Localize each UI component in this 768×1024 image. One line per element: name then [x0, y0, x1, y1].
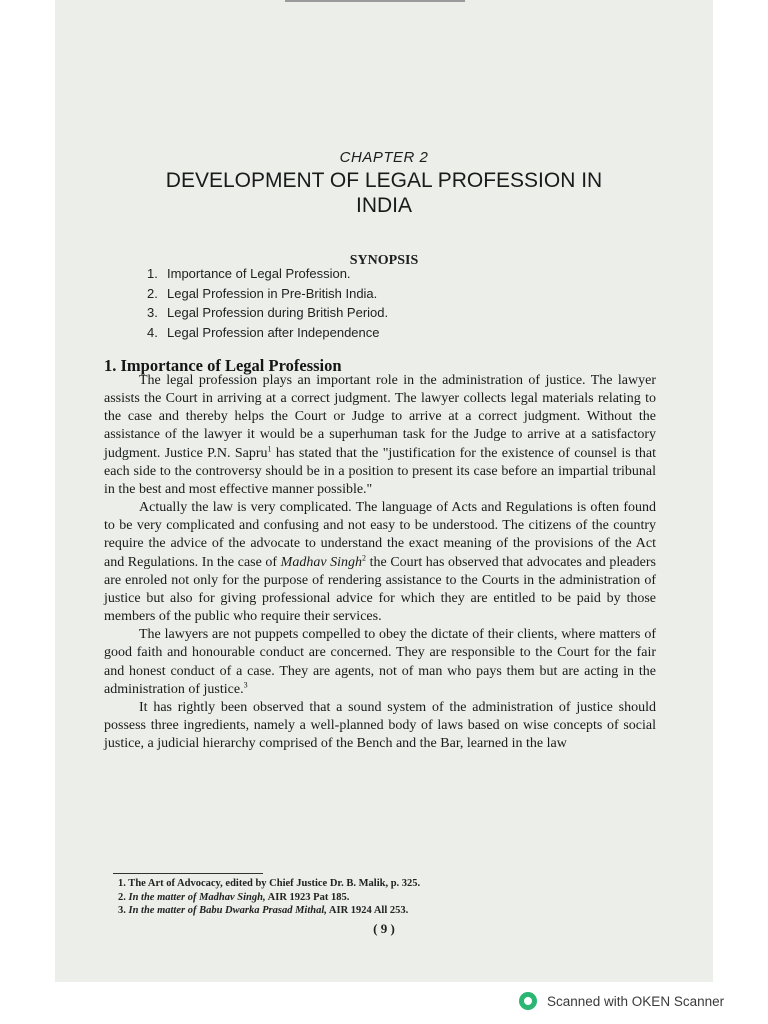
paragraph-3-text: The lawyers are not puppets compelled to obey the dictate of their clients, where matters of good faith and honourable conduct are concerned. They are responsible to the Court for the fair and honest conduct of a case. They are agents, not of man who pays them but are acting in the administration of justice.: [104, 627, 656, 697]
footnote-2-suffix: AIR 1923 Pat 185.: [265, 891, 350, 903]
oken-scanner-logo-icon: [519, 992, 537, 1010]
footnote-3-text: 3.: [118, 905, 129, 916]
synopsis-item-text: Legal Profession during British Period.: [167, 305, 389, 320]
footnote-divider: [113, 873, 263, 874]
footnote-1: [118, 877, 420, 891]
synopsis-item-number: 2.: [147, 285, 158, 301]
paragraph-2: [104, 499, 656, 626]
synopsis-item: [147, 323, 388, 343]
scanner-label: Scanned with OKEN Scanner: [547, 993, 725, 1009]
case-name: Madhav Singh: [280, 554, 363, 570]
paragraph-1-rest: has stated that the "justification for the existence of counsel is that each side to the controversy should be in a position to present its case before an impartial tribunal in the best and most effective manner possible.": [104, 445, 656, 497]
footnote-2-italic: In the matter of Madhav Singh,: [128, 891, 266, 903]
footnote-ref-1: 1: [267, 443, 272, 453]
footnotes: [118, 877, 420, 918]
top-edge-line: [285, 0, 465, 2]
synopsis-list: [147, 264, 388, 342]
footnote-2: [118, 891, 420, 905]
paragraph-2-text-a: Actually the law is very complicated. The language of Acts and Regulations is often found to be very complicated and confusing and not easy to be understood. The citizens of the country require the advice of the advocate to understand the exact meaning of the provisions of the Act and Regulations. In the case of: [104, 500, 656, 570]
paragraph-4-text: It has rightly been observed that a sound system of the administration of justice should possess three ingredients, namely a well-planned body of laws based on wise concepts of social justice, a judicial hierarchy comprised of the Bench and the Bar, learned in the law: [104, 699, 656, 752]
scanner-watermark: [519, 990, 724, 1012]
chapter-label: CHAPTER 2: [339, 149, 429, 166]
synopsis-item-text: Legal Profession after Independence: [167, 324, 380, 340]
footnote-1-text: 1. The Art of Advocacy, edited by Chief Justice Dr. B. Malik, p. 325.: [118, 878, 421, 889]
synopsis-item-number: 4.: [147, 324, 158, 340]
paragraph-4: [104, 699, 656, 753]
body-text: [104, 372, 656, 753]
synopsis-item: [147, 264, 388, 284]
scanned-page: [55, 0, 713, 982]
paragraph-3: [104, 626, 656, 699]
footnote-ref-2: 2: [362, 552, 367, 562]
synopsis-heading: SYNOPSIS: [349, 253, 419, 268]
paragraph-1: [104, 372, 656, 499]
footnote-3-suffix: AIR 1924 All 253.: [326, 905, 409, 916]
section-heading: 1. Importance of Legal Profession: [104, 356, 342, 375]
synopsis-item-number: 1.: [147, 266, 158, 281]
synopsis-item: [147, 284, 388, 304]
paragraph-2-text-b: the Court has observed that advocates and pleaders are enroled not only for the purpose of rendering assistance to the Courts in the administration of justice but also for giving professional advice for which they are entitled to be paid by those members of the public who require their services.: [104, 554, 656, 625]
footnote-3: [118, 904, 420, 918]
footnote-2-text: 2.: [118, 891, 129, 903]
paragraph-1-text: The legal profession plays an important role in the administration of justice. The lawyer assists the Court in arriving at a correct judgment. The lawyer collects legal materials relating to the case and thereby helps the Court or Judge to arrive at a correct judgment. Without the assistance of the lawyer it would be a superhuman task for the Judge to arrive at a satisfactory judgment. Justice P.N. Sapru: [104, 373, 656, 461]
page-number: ( 9 ): [373, 921, 395, 936]
synopsis-item-number: 3.: [147, 305, 158, 320]
chapter-title-line-2: INDIA: [355, 194, 412, 217]
synopsis-item-text: Importance of Legal Profession.: [167, 266, 351, 281]
footnote-3-italic: In the matter of Babu Dwarka Prasad Mithal,: [128, 905, 327, 916]
synopsis-item: [147, 303, 388, 323]
chapter-title: [95, 168, 673, 218]
footnote-ref-3: 3: [243, 680, 248, 689]
chapter-title-line-1: DEVELOPMENT OF LEGAL PROFESSION IN: [165, 169, 603, 192]
synopsis-item-text: Legal Profession in Pre-British India.: [167, 285, 378, 301]
